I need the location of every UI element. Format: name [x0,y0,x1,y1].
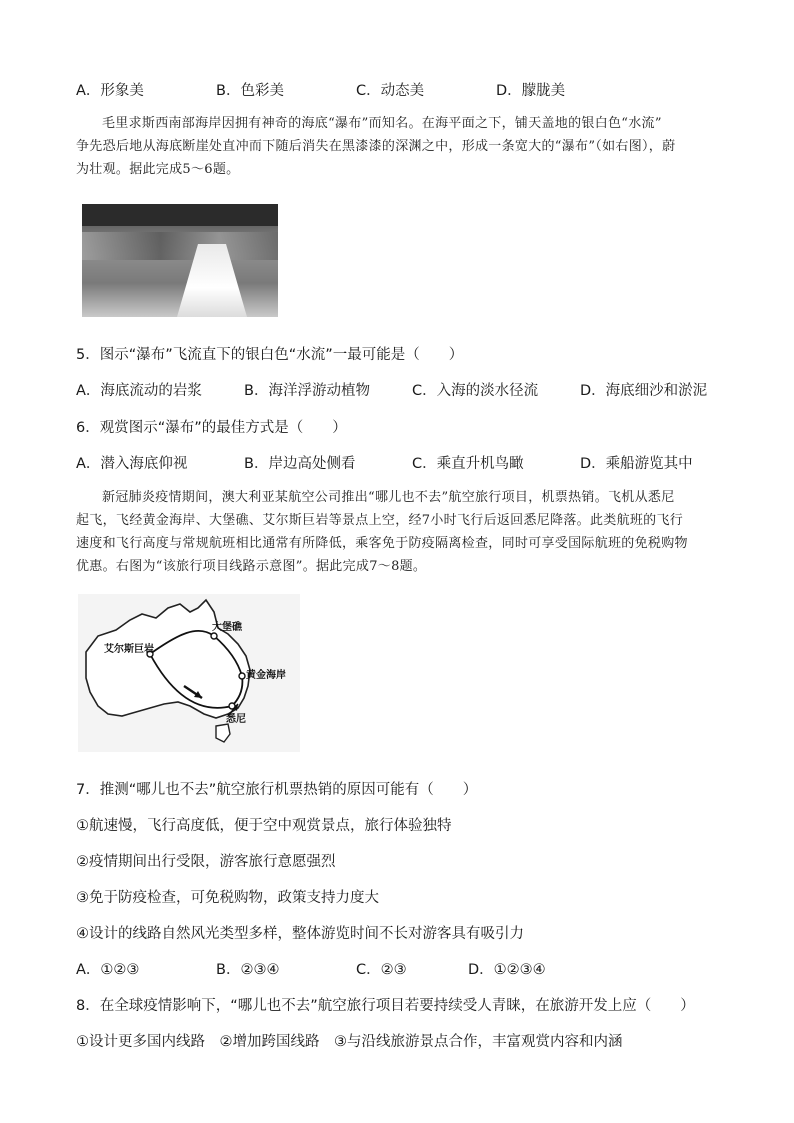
q7-option-a: A．①②③ [76,962,140,978]
intro-5-6-line-2: 争先恐后地从海底断崖处直冲而下随后消失在黑漆漆的深渊之中，形成一条宽大的“瀑布”（如右图），蔚 [76,139,676,154]
intro-7-8-line-2: 起飞，飞经黄金海岸、大堡礁、艾尔斯巨岩等景点上空，经7小时飞行后返回悉尼降落。此类航班的飞行 [76,513,684,528]
intro-paragraph-7-8 [76,486,726,578]
q6-option-d: D．乘船游览其中 [580,456,693,472]
gold-coast-point [239,673,245,679]
q7-option-c: C．②③ [356,962,407,978]
sydney-point [229,703,235,709]
q7-statement-1: ①航速慢，飞行高度低，便于空中观赏景点，旅行体验独特 [76,818,452,834]
q7-option-d: D．①②③④ [468,962,546,978]
label-great-barrier-reef: 大堡礁 [212,622,242,633]
q7-statement-2: ②疫情期间出行受限，游客旅行意愿强烈 [76,854,336,870]
q5-stem: 5．图示“瀑布”飞流直下的银白色“水流”一最可能是（ ） [76,347,464,363]
q7-statement-3: ③免于防疫检查，可免税购物，政策支持力度大 [76,890,379,906]
q7-statement-4: ④设计的线路自然风光类型多样，整体游览时间不长对游客具有吸引力 [76,926,524,942]
q5-option-a: A．海底流动的岩浆 [76,383,202,399]
great-barrier-reef-point [211,633,217,639]
q7-option-b: B．②③④ [216,962,280,978]
q7-stem: 7．推测“哪儿也不去”航空旅行机票热销的原因可能有（ ） [76,782,478,798]
q5-option-d: D．海底细沙和淤泥 [580,383,708,399]
label-gold-coast: 黄金海岸 [246,670,286,681]
q5-option-c: C．入海的淡水径流 [412,383,539,399]
q4-option-b: B．色彩美 [216,83,284,99]
underwater-waterfall-photo [82,204,278,317]
q6-stem: 6．观赏图示“瀑布”的最佳方式是（ ） [76,420,347,436]
q5-option-b: B．海洋浮游动植物 [244,383,370,399]
q6-option-a: A．潜入海底仰视 [76,456,188,472]
q4-option-a: A．形象美 [76,83,144,99]
q6-option-c: C．乘直升机鸟瞰 [412,456,524,472]
q6-option-b: B．岸边高处侧看 [244,456,356,472]
intro-5-6-line-1: 毛里求斯西南部海岸因拥有神奇的海底“瀑布”而知名。在海平面之下，铺天盖地的银白色“水流” [102,116,662,131]
q8-statements: ①设计更多国内线路 ②增加跨国线路 ③与沿线旅游景点合作，丰富观赏内容和内涵 [76,1034,623,1050]
intro-5-6-line-3: 为壮观。据此完成5～6题。 [76,162,240,177]
q8-stem: 8．在全球疫情影响下，“哪儿也不去”航空旅行项目若要持续受人青睐，在旅游开发上应（ ） [76,998,695,1014]
label-ayers-rock: 艾尔斯巨岩 [104,644,154,655]
q4-option-c: C．动态美 [356,83,425,99]
intro-7-8-line-3: 速度和飞行高度与常规航班相比通常有所降低，乘客免于防疫隔离检查，同时可享受国际航班的免税购物 [76,536,688,551]
intro-7-8-line-1: 新冠肺炎疫情期间，澳大利亚某航空公司推出“哪儿也不去”航空旅行项目，机票热销。飞机从悉尼 [102,490,675,505]
australia-route-map [78,594,300,752]
label-sydney: 悉尼 [226,714,246,725]
intro-paragraph-5-6 [76,112,726,181]
q4-option-d: D．朦胧美 [496,83,566,99]
intro-7-8-line-4: 优惠。右图为“该旅行项目线路示意图”。据此完成7～8题。 [76,559,427,574]
